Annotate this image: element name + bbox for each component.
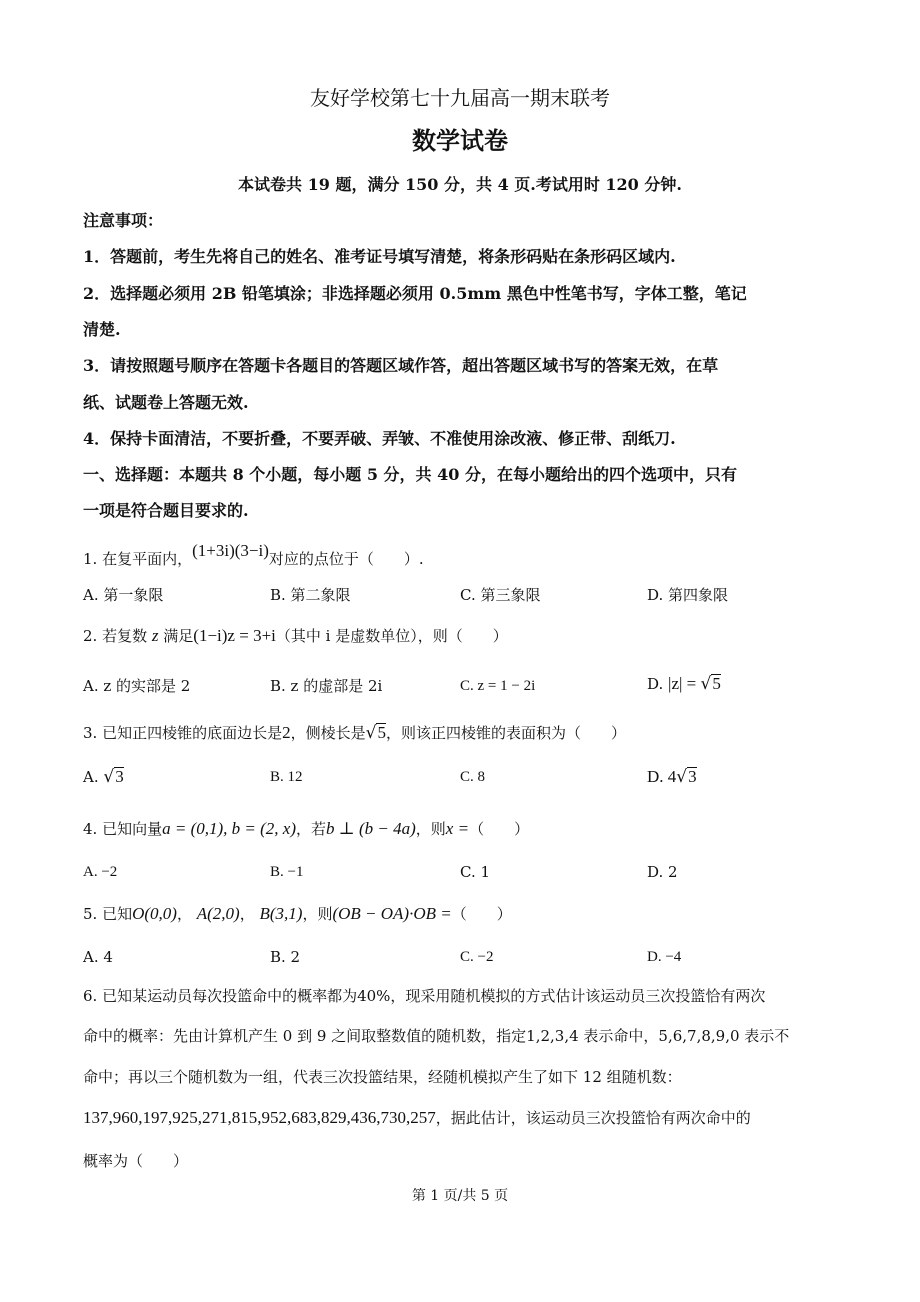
q2-equation: (1−i)z = 3+i [193, 626, 276, 645]
q2-text-mid: 满足 [163, 627, 194, 645]
question-3 [83, 722, 626, 744]
q2-option-c: C. z = 1 − 2i [460, 678, 536, 694]
q6-line-2: 命中的概率：先由计算机产生 0 到 9 之间取整数值的随机数，指定1,2,3,4 表示命中，5,6,7,8,9,0 表示不 [83, 1027, 790, 1045]
q1-expression: (1+3i)(3−i) [192, 541, 269, 560]
q6-line-4 [83, 1107, 751, 1129]
q6-random-numbers: 137,960,197,925,271,815,952,683,829,436,730,257 [83, 1108, 436, 1127]
question-4 [83, 818, 529, 840]
q3-option-a-label: A. [83, 768, 99, 786]
sqrt-sign-icon: √ [365, 723, 377, 743]
q3-option-b: B. 12 [270, 769, 303, 785]
q3-option-d [647, 766, 697, 788]
q6-line-1: 6. 已知某运动员每次投篮命中的概率都为40%，现采用随机模拟的方式估计该运动员三次投篮恰有两次 [83, 987, 766, 1005]
q5-option-b: B. 2 [270, 948, 301, 966]
q2-option-d-label: D. [647, 675, 664, 693]
q3-lateral-edge: 5 [377, 723, 386, 742]
q5-point-b: B(3,1) [259, 904, 303, 923]
q3-base-edge: 2 [282, 723, 291, 742]
notes-heading: 注意事项： [83, 211, 164, 230]
question-1 [83, 541, 424, 570]
q1-option-a: A. 第一象限 [83, 586, 164, 604]
q2-option-d-radicand: 5 [712, 674, 721, 693]
q5-expression: (OB − OA)·OB = [332, 904, 452, 923]
q1-option-d: D. 第四象限 [647, 586, 729, 604]
q1-option-c: C. 第三象限 [460, 586, 541, 604]
q5-option-d: D. −4 [647, 949, 682, 965]
q4-vectors: a = (0,1), b = (2, x) [162, 819, 296, 838]
q3-option-a-radicand: 3 [115, 767, 124, 786]
q3-text-pre: 3. 已知正四棱锥的底面边长是 [83, 724, 283, 742]
question-2 [83, 625, 508, 647]
q3-option-c: C. 8 [460, 769, 486, 785]
q4-unknown: x = [445, 819, 470, 838]
q1-option-b: B. 第二象限 [270, 586, 351, 604]
question-5: 5. 已知O(0,0)， A(2,0)， B(3,1)，则(OB − OA)·OB =（ ） [83, 904, 512, 923]
q5-text-mid: ，则 [302, 905, 333, 923]
q3-option-a [83, 766, 124, 788]
sqrt-sign-icon: √ [676, 767, 688, 787]
note-4: 4．保持卡面清洁，不要折叠，不要弄破、弄皱、不准使用涂改液、修正带、刮纸刀. [83, 429, 676, 448]
q4-text-post: ，则 [415, 820, 446, 838]
q4-option-a: A. −2 [83, 864, 118, 880]
q5-point-o: O(0,0) [132, 904, 177, 923]
q2-var-z: z [151, 626, 159, 645]
q4-text-pre: 4. 已知向量 [83, 820, 163, 838]
q3-text-mid: ，侧棱长是 [290, 724, 366, 742]
q3-text-post: ，则该正四棱锥的表面积为（ ） [385, 724, 626, 742]
q5-point-a: A(2,0) [196, 904, 240, 923]
q3-option-d-radicand: 3 [688, 767, 697, 786]
q4-text-mid: ，若 [295, 820, 326, 838]
q5-text-end: （ ） [451, 905, 512, 923]
exam-info: 本试卷共 19 题，满分 150 分，共 4 页.考试用时 120 分钟. [238, 175, 682, 194]
q5-option-c: C. −2 [460, 949, 494, 965]
q4-option-b: B. −1 [270, 864, 304, 880]
note-3a: 3．请按照题号顺序在答题卡各题目的答题区域作答，超出答题区域书写的答案无效，在草 [83, 356, 719, 375]
q2-text-post: （其中 i 是虚数单位），则（ ） [275, 627, 508, 645]
note-3b: 纸、试题卷上答题无效. [83, 393, 249, 412]
q2-text-pre: 2. 若复数 [83, 627, 148, 645]
q5-text-pre: 5. 已知 [83, 905, 133, 923]
q6-line-4-text: ，据此估计，该运动员三次投篮恰有两次命中的 [435, 1109, 751, 1127]
q1-text-post: 对应的点位于（ ）. [268, 550, 424, 568]
q5-option-a: A. 4 [83, 948, 113, 966]
section-1-instructions-a: 一、选择题：本题共 8 个小题，每小题 5 分，共 40 分，在每小题给出的四个选项中，只有 [83, 465, 737, 484]
sqrt-sign-icon: √ [103, 767, 115, 787]
q4-option-d: D. 2 [647, 863, 678, 881]
section-1-instructions-b: 一项是符合题目要求的. [83, 501, 249, 520]
q3-option-d-label: D. 4 [647, 767, 677, 786]
subject-title: 数学试卷 [412, 126, 508, 155]
q4-text-end: （ ） [469, 820, 530, 838]
note-1: 1．答题前，考生先将自己的姓名、准考证号填写清楚，将条形码贴在条形码区域内. [83, 247, 676, 266]
exam-title: 友好学校第七十九届高一期末联考 [310, 86, 610, 110]
q2-option-d-expr: |z| = [668, 674, 701, 693]
note-2b: 清楚. [83, 320, 121, 339]
q2-option-b: B. z 的虚部是 2i [270, 677, 383, 695]
page-footer: 第 1 页/共 5 页 [411, 1188, 509, 1204]
q6-line-5: 概率为（ ） [83, 1152, 189, 1170]
q1-text-pre: 1. 在复平面内， [83, 550, 193, 568]
sqrt-sign-icon: √ [700, 674, 712, 694]
q2-option-a: A. z 的实部是 2 [83, 677, 191, 695]
q2-option-d [647, 673, 721, 695]
note-2a: 2．选择题必须用 2B 铅笔填涂；非选择题必须用 0.5mm 黑色中性笔书写，字体工整，笔记 [83, 284, 747, 303]
q4-option-c: C. 1 [460, 863, 491, 881]
q6-line-3: 命中；再以三个随机数为一组，代表三次投篮结果，经随机模拟产生了如下 12 组随机数： [83, 1068, 682, 1086]
q4-condition: b ⊥ (b − 4a) [326, 819, 416, 838]
